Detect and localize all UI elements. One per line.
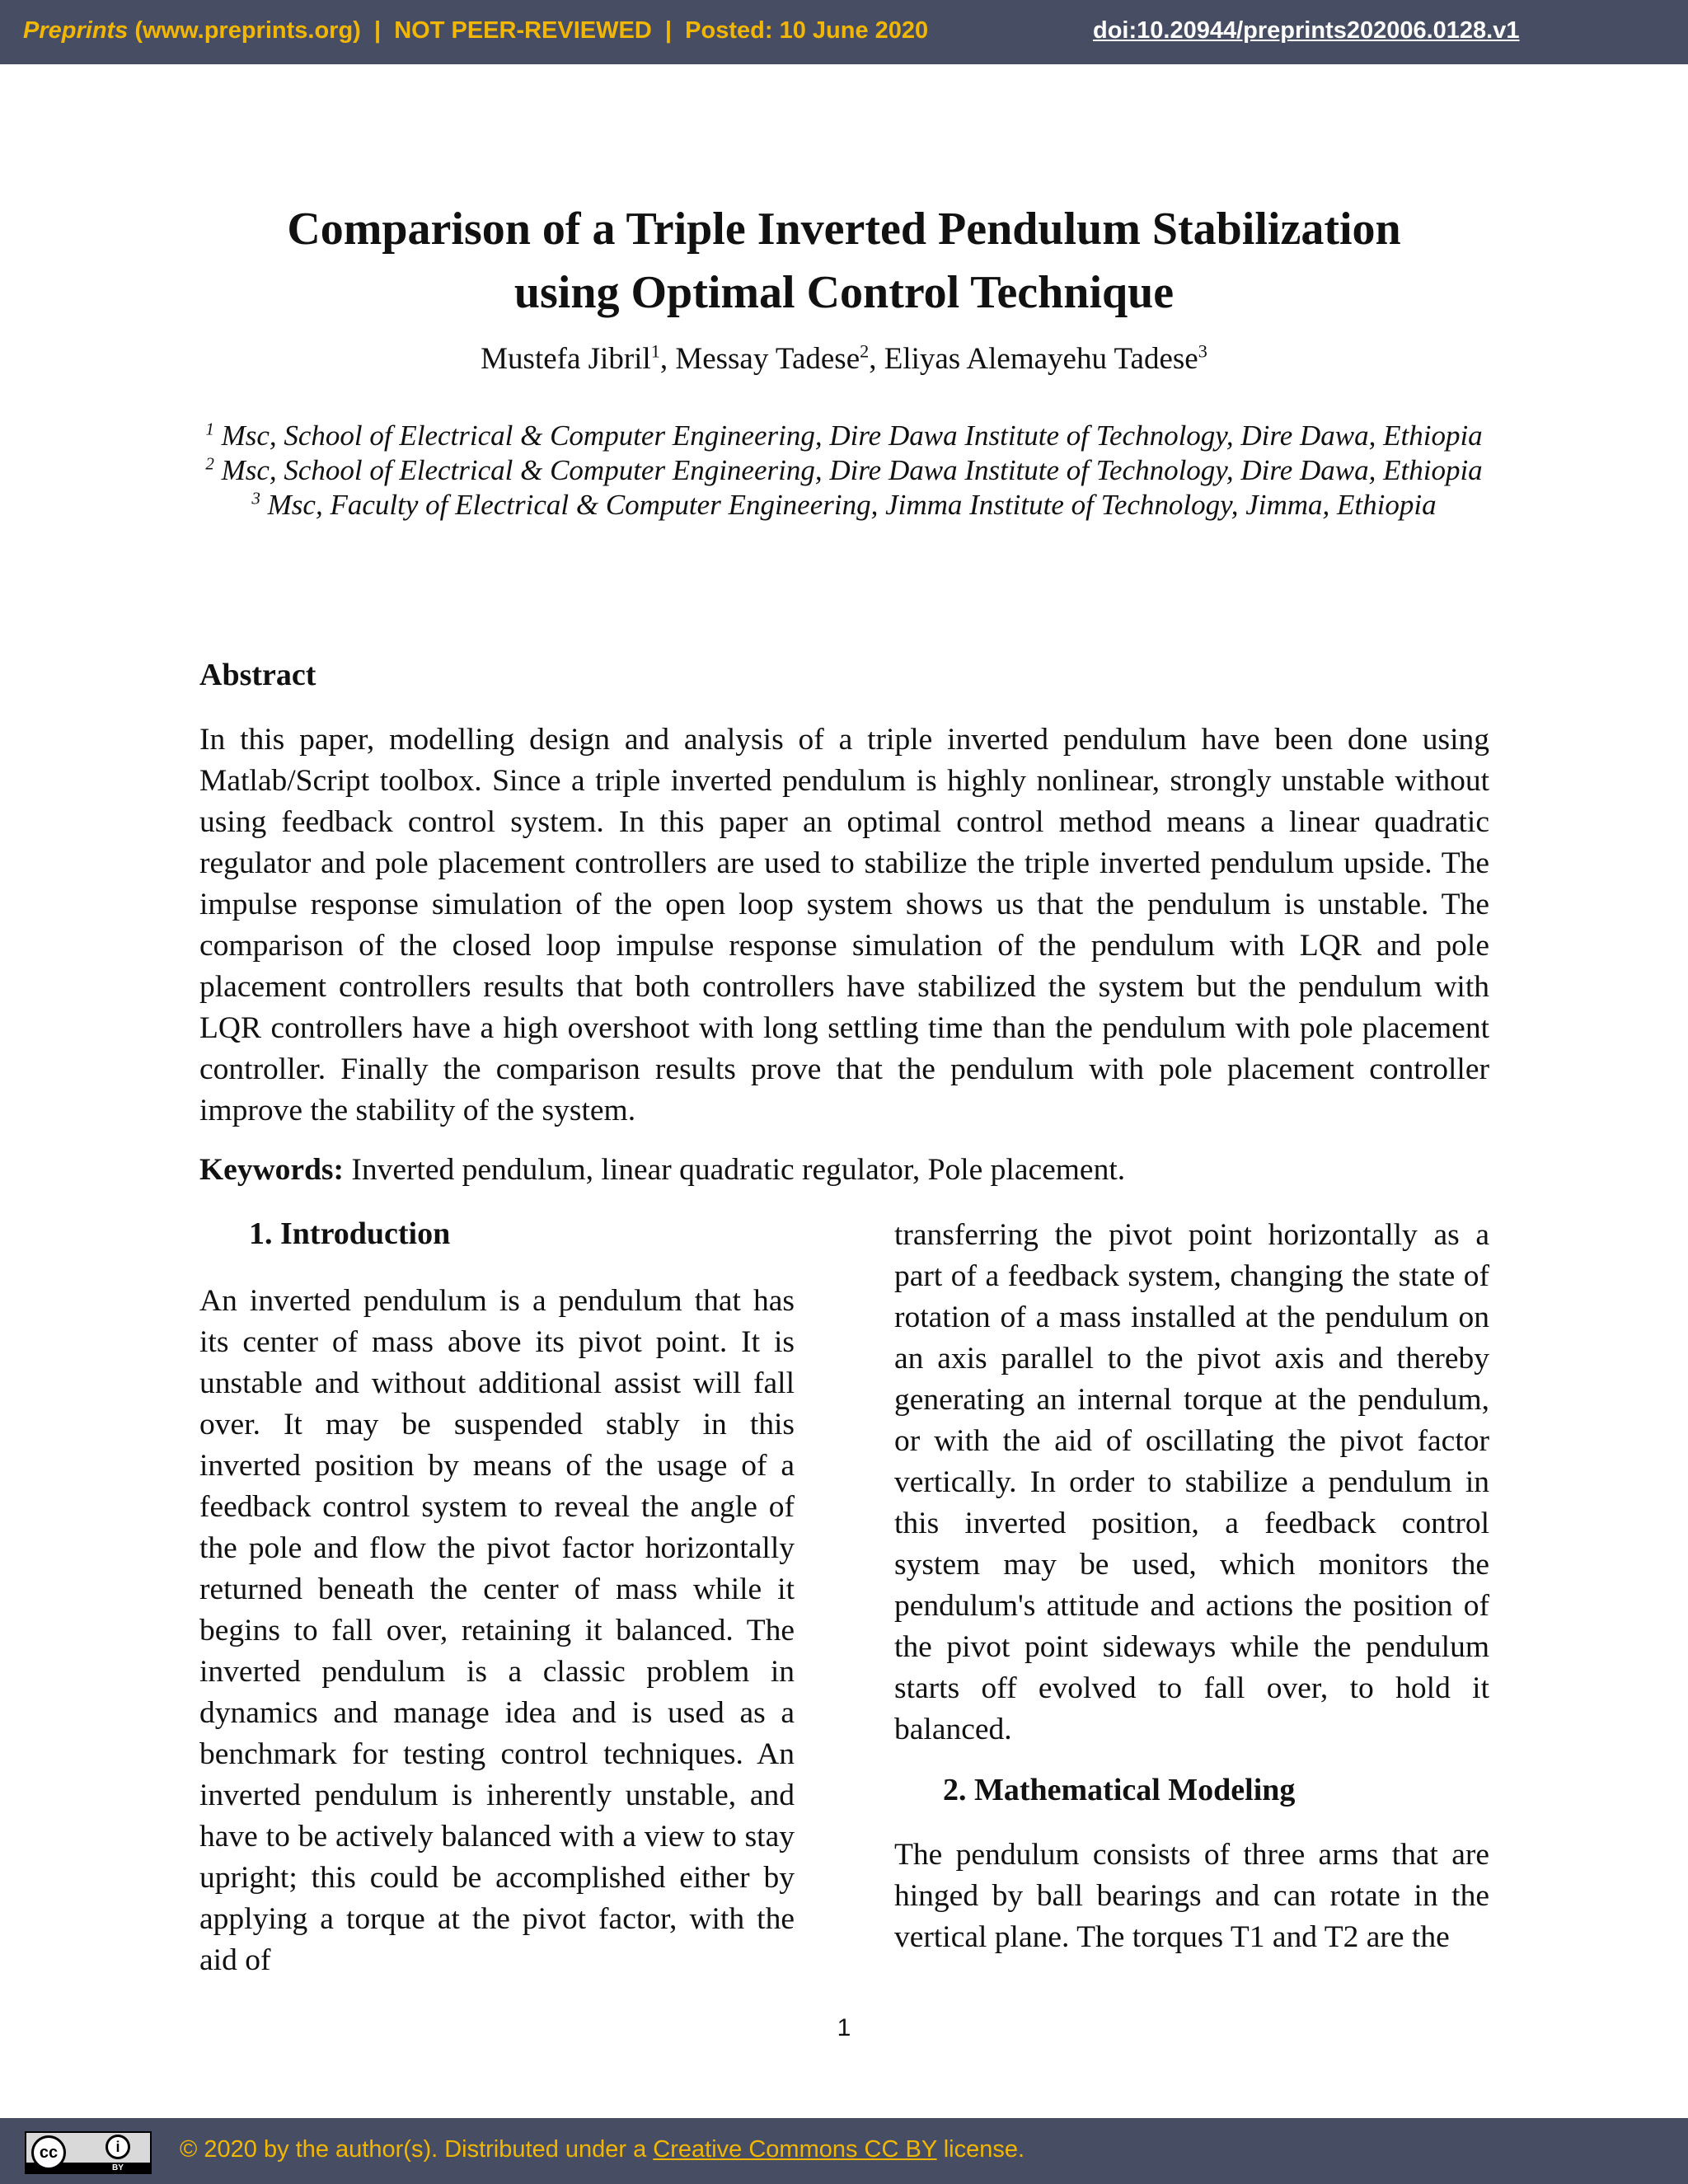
separator: | <box>664 17 673 44</box>
abstract-text: In this paper, modelling design and analysis of a triple inverted pendulum have been done using Matlab/Script toolbox. Since a triple inverted pendulum is highly nonlinear, strongly unstable without using feedback control system. In this paper an optimal control method means a linear quadratic regulator and pole placement controllers are used to stabilize the triple inverted pendulum upside. The impulse response simulation of the open loop system shows us that the pendulum is unstable. The comparison of the closed loop impulse response simulation of the pendulum with LQR and pole placement controllers results that both controllers have stabilized the system but the pendulum with LQR controllers have a high overshoot with long settling time than the pendulum with pole placement controller. Finally the comparison results prove that the pendulum with pole placement controller improve the stability of the system. <box>199 723 1489 1127</box>
author-list <box>198 341 1490 377</box>
affiliation-text: Msc, School of Electrical & Computer Engineering, Dire Dawa Institute of Technology, Dire Dawa, Ethiopia <box>221 454 1483 486</box>
license-statement <box>180 2136 1025 2163</box>
affiliation-mark: 3 <box>251 488 260 509</box>
author-name: Mustefa Jibril <box>481 342 651 376</box>
separator: | <box>373 17 382 44</box>
author-affiliation-mark: 3 <box>1198 340 1207 362</box>
license-suffix: license. <box>936 2136 1025 2163</box>
affiliation-mark: 2 <box>205 453 214 474</box>
affiliation-item <box>190 419 1498 453</box>
preprint-header-bar <box>0 0 1688 64</box>
author-affiliation-mark: 2 <box>860 340 870 362</box>
author-name: Eliyas Alemayehu Tadese <box>884 342 1198 376</box>
author-name: Messay Tadese <box>675 342 860 376</box>
posted-date: Posted: 10 June 2020 <box>685 17 929 44</box>
introduction-text: An inverted pendulum is a pendulum that has its center of mass above its pivot point. It is unstable and without additional assist will fall over. It may be suspended stably in this inverted position by means of the usage of a feedback control system to reveal the angle of the pole and flow the pivot factor horizontally returned beneath the center of mass while it begins to fall over, retaining it balanced. The inverted pendulum is a classic problem in dynamics and manage idea and is used as a benchmark for testing control techniques. An inverted pendulum is inherently unstable, and have to be actively balanced with a view to stay upright; this could be accomplished either by applying a torque at the pivot factor, with the aid of <box>199 1284 795 1977</box>
affiliation-list <box>190 419 1498 523</box>
keywords-line <box>199 1152 1125 1188</box>
section-heading-introduction: 1. Introduction <box>249 1216 451 1251</box>
keywords-label: Keywords: <box>199 1153 344 1187</box>
page-number: 1 <box>837 2014 851 2041</box>
attribution-person-icon: i <box>106 2135 130 2159</box>
review-status: NOT PEER-REVIEWED <box>394 17 652 44</box>
cc-icon: cc <box>31 2135 66 2170</box>
author-separator: , <box>659 342 676 376</box>
affiliation-item <box>190 488 1498 523</box>
affiliation-mark: 1 <box>205 419 214 439</box>
license-footer-bar <box>0 2118 1688 2184</box>
cc-by-license-badge[interactable] <box>25 2131 152 2174</box>
paper-title-line-1: Comparison of a Triple Inverted Pendulum Stabilization <box>287 204 1401 255</box>
section-heading-mathematical-modeling: 2. Mathematical Modeling <box>943 1773 1296 1807</box>
author-separator: , <box>869 342 884 376</box>
site-name: Preprints <box>23 17 129 44</box>
keywords-text: Inverted pendulum, linear quadratic regulator, Pole placement. <box>351 1153 1126 1187</box>
author-affiliation-mark: 1 <box>650 340 660 362</box>
site-url[interactable]: (www.preprints.org) <box>134 17 361 44</box>
abstract-heading: Abstract <box>199 658 316 692</box>
affiliation-text: Msc, Faculty of Electrical & Computer Engineering, Jimma Institute of Technology, Jimma, Ethiopia <box>267 489 1437 521</box>
paper-title-line-2: using Optimal Control Technique <box>513 267 1175 318</box>
paper-title <box>198 198 1490 325</box>
copyright-text: © 2020 by the author(s). Distributed under a <box>180 2136 654 2163</box>
preprint-status-line <box>23 17 928 45</box>
affiliation-text: Msc, School of Electrical & Computer Engineering, Dire Dawa Institute of Technology, Dire Dawa, Ethiopia <box>221 419 1483 452</box>
doi-link[interactable]: doi:10.20944/preprints202006.0128.v1 <box>1093 17 1520 44</box>
by-label: BY <box>112 2163 124 2172</box>
affiliation-item <box>190 453 1498 488</box>
mathematical-modeling-text: The pendulum consists of three arms that are hinged by ball bearings and can rotate in the vertical plane. The torques T1 and T2 are the <box>894 1838 1489 1954</box>
license-link[interactable]: Creative Commons CC BY <box>653 2136 937 2163</box>
introduction-text-continued: transferring the pivot point horizontally as a part of a feedback system, changing the state of rotation of a mass installed at the pendulum on an axis parallel to the pivot axis and thereby generating an internal torque at the pendulum, or with the aid of oscillating the pivot factor vertically. In order to stabilize a pendulum in this inverted position, a feedback control system may be used, which monitors the pendulum's attitude and actions the position of the pivot point sideways while the pendulum starts off evolved to fall over, to hold it balanced. <box>894 1218 1489 1746</box>
